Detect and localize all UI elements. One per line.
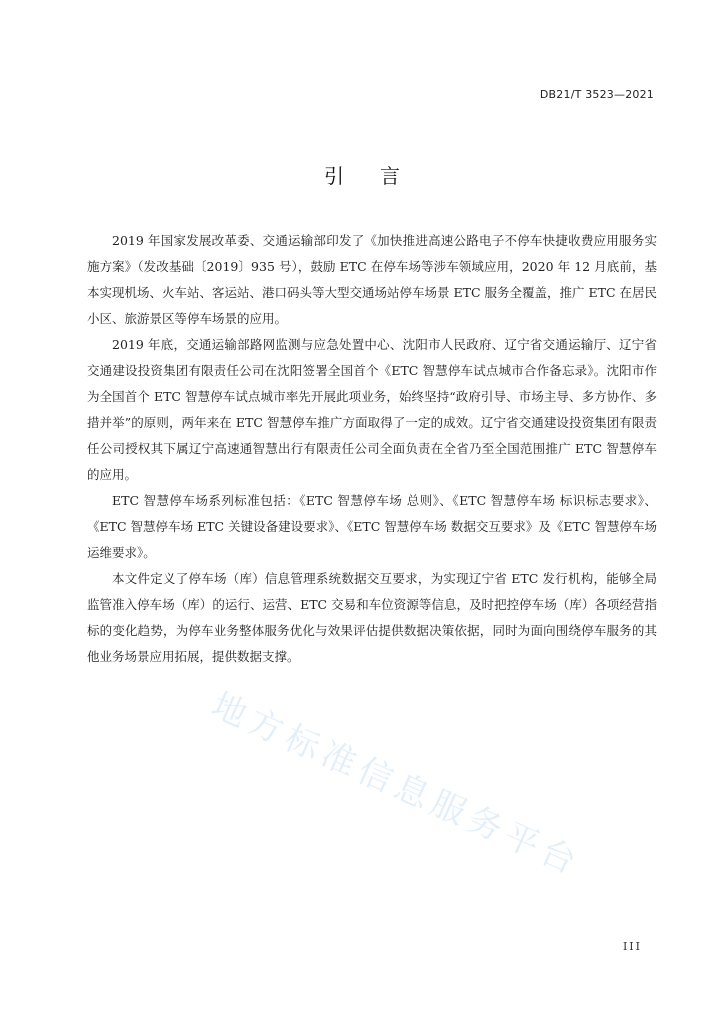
section-title: 引言 <box>324 164 436 188</box>
paragraph: 2019 年底，交通运输部路网监测与应急处置中心、沈阳市人民政府、辽宁省交通运输厅、辽宁省交通建设投资集团有限责任公司在沈阳签署全国首个《ETC 智慧停车试点城市合作备忘录》。沈阳市作为全国首个 ETC 智慧停车试点城市率先开展此项业务，始终坚持“政府引导、市场主导、多方协作、多措并举”的原则，两年来在 ETC 智慧停车推广方面取得了一定的成效。辽宁省交通建设投资集团有限责任公司授权其下属辽宁高速通智慧出行有限责任公司全面负责在全省乃至全国范围推广 ETC 智慧停车的应用。 <box>87 337 657 482</box>
paragraph: 本文件定义了停车场（库）信息管理系统数据交互要求，为实现辽宁省 ETC 发行机构，能够全局监管准入停车场（库）的运行、运营、ETC 交易和车位资源等信息，及时把控停车场（库）各项经营指标的变化趋势，为停车业务整体服务优化与效果评估提供数据决策依据，同时为面向围绕停车服务的其他业务场景应用拓展，提供数据支撑。 <box>87 571 657 664</box>
page-number: III <box>622 940 642 953</box>
document-code: DB21/T 3523—2021 <box>539 88 654 101</box>
paragraph: ETC 智慧停车场系列标准包括：《ETC 智慧停车场 总则》、《ETC 智慧停车场 标识标志要求》、《ETC 智慧停车场 ETC 关键设备建设要求》、《ETC 智慧停车场 数据交互要求》及《ETC 智慧停车场 运维要求》。 <box>87 493 657 560</box>
document-body <box>87 228 657 670</box>
watermark: 地方标准信息服务平台 <box>205 685 588 885</box>
paragraph: 2019 年国家发展改革委、交通运输部印发了《加快推进高速公路电子不停车快捷收费应用服务实施方案》（发改基础〔2019〕935 号），鼓励 ETC 在停车场等涉车领域应用，2020 年 12 月底前，基本实现机场、火车站、客运站、港口码头等大型交通场站停车场景 ETC 服务全覆盖，推广 ETC 在居民小区、旅游景区等停车场景的应用。 <box>87 233 657 326</box>
